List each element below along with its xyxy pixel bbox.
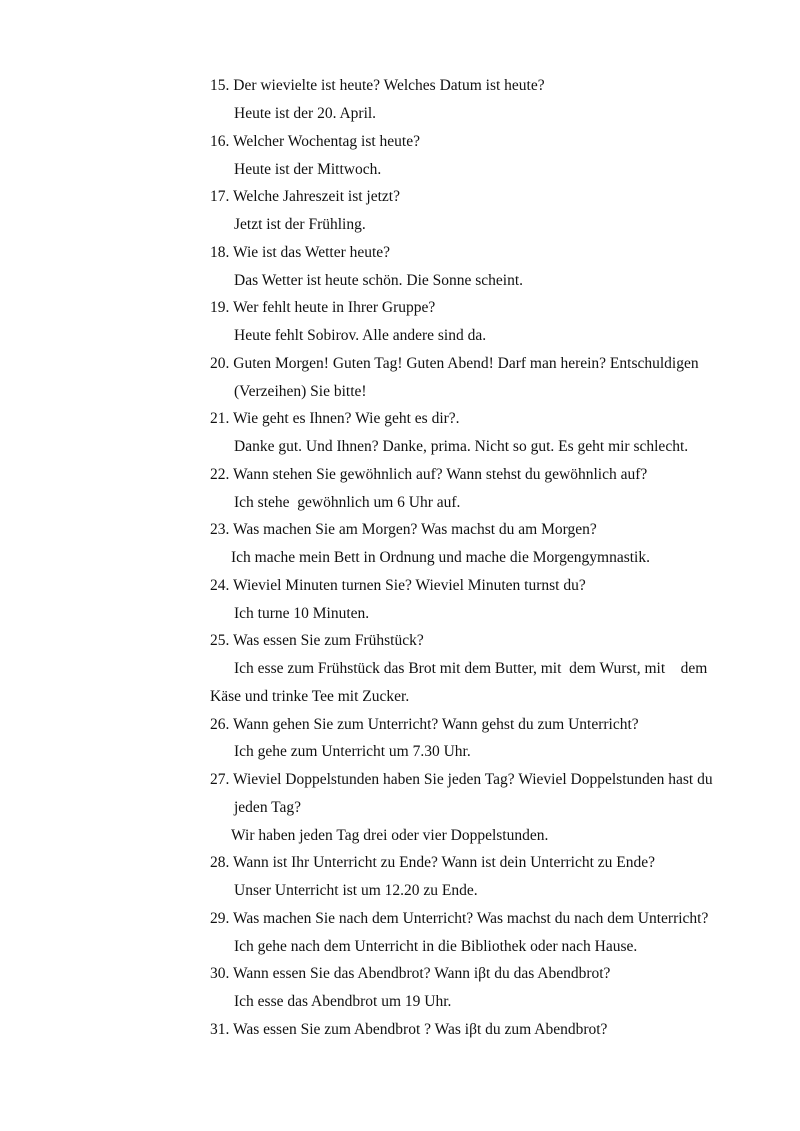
- answer-18: Das Wetter ist heute schön. Die Sonne scheint.: [234, 272, 524, 289]
- question-17: 17. Welche Jahreszeit ist jetzt?: [210, 188, 400, 205]
- question-20-continued: (Verzeihen) Sie bitte!: [234, 383, 367, 400]
- question-30: 30. Wann essen Sie das Abendbrot? Wann iβt du das Abendbrot?: [210, 965, 611, 982]
- question-24: 24. Wieviel Minuten turnen Sie? Wieviel Minuten turnst du?: [210, 577, 586, 594]
- question-21: 21. Wie geht es Ihnen? Wie geht es dir?.: [210, 410, 460, 427]
- question-27: 27. Wieviel Doppelstunden haben Sie jeden Tag? Wieviel Doppelstunden hast du: [210, 771, 713, 788]
- question-15: 15. Der wievielte ist heute? Welches Datum ist heute?: [210, 77, 545, 94]
- question-26: 26. Wann gehen Sie zum Unterricht? Wann gehst du zum Unterricht?: [210, 716, 639, 733]
- answer-27: Wir haben jeden Tag drei oder vier Doppelstunden.: [231, 827, 549, 844]
- answer-15: Heute ist der 20. April.: [234, 105, 377, 122]
- question-29: 29. Was machen Sie nach dem Unterricht? Was machst du nach dem Unterricht?: [210, 910, 709, 927]
- answer-25-continued: Käse und trinke Tee mit Zucker.: [210, 688, 410, 705]
- answer-26: Ich gehe zum Unterricht um 7.30 Uhr.: [234, 743, 471, 760]
- answer-28: Unser Unterricht ist um 12.20 zu Ende.: [234, 882, 478, 899]
- answer-22: Ich stehe gewöhnlich um 6 Uhr auf.: [234, 494, 461, 511]
- answer-17: Jetzt ist der Frühling.: [234, 216, 366, 233]
- question-25: 25. Was essen Sie zum Frühstück?: [210, 632, 424, 649]
- question-27-continued: jeden Tag?: [234, 799, 302, 816]
- question-22: 22. Wann stehen Sie gewöhnlich auf? Wann stehst du gewöhnlich auf?: [210, 466, 648, 483]
- question-19: 19. Wer fehlt heute in Ihrer Gruppe?: [210, 299, 436, 316]
- answer-23: Ich mache mein Bett in Ordnung und mache die Morgengymnastik.: [231, 549, 650, 566]
- answer-16: Heute ist der Mittwoch.: [234, 161, 382, 178]
- question-23: 23. Was machen Sie am Morgen? Was machst du am Morgen?: [210, 521, 597, 538]
- answer-19: Heute fehlt Sobirov. Alle andere sind da.: [234, 327, 487, 344]
- question-16: 16. Welcher Wochentag ist heute?: [210, 133, 420, 150]
- question-20: 20. Guten Morgen! Guten Tag! Guten Abend! Darf man herein? Entschuldigen: [210, 355, 699, 372]
- question-28: 28. Wann ist Ihr Unterricht zu Ende? Wann ist dein Unterricht zu Ende?: [210, 854, 656, 871]
- answer-29: Ich gehe nach dem Unterricht in die Bibliothek oder nach Hause.: [234, 938, 638, 955]
- answer-30: Ich esse das Abendbrot um 19 Uhr.: [234, 993, 452, 1010]
- question-31: 31. Was essen Sie zum Abendbrot ? Was iβt du zum Abendbrot?: [210, 1021, 608, 1038]
- answer-24: Ich turne 10 Minuten.: [234, 605, 370, 622]
- answer-21: Danke gut. Und Ihnen? Danke, prima. Nicht so gut. Es geht mir schlecht.: [234, 438, 689, 455]
- question-18: 18. Wie ist das Wetter heute?: [210, 244, 391, 261]
- answer-25: Ich esse zum Frühstück das Brot mit dem Butter, mit dem Wurst, mit dem: [234, 660, 708, 677]
